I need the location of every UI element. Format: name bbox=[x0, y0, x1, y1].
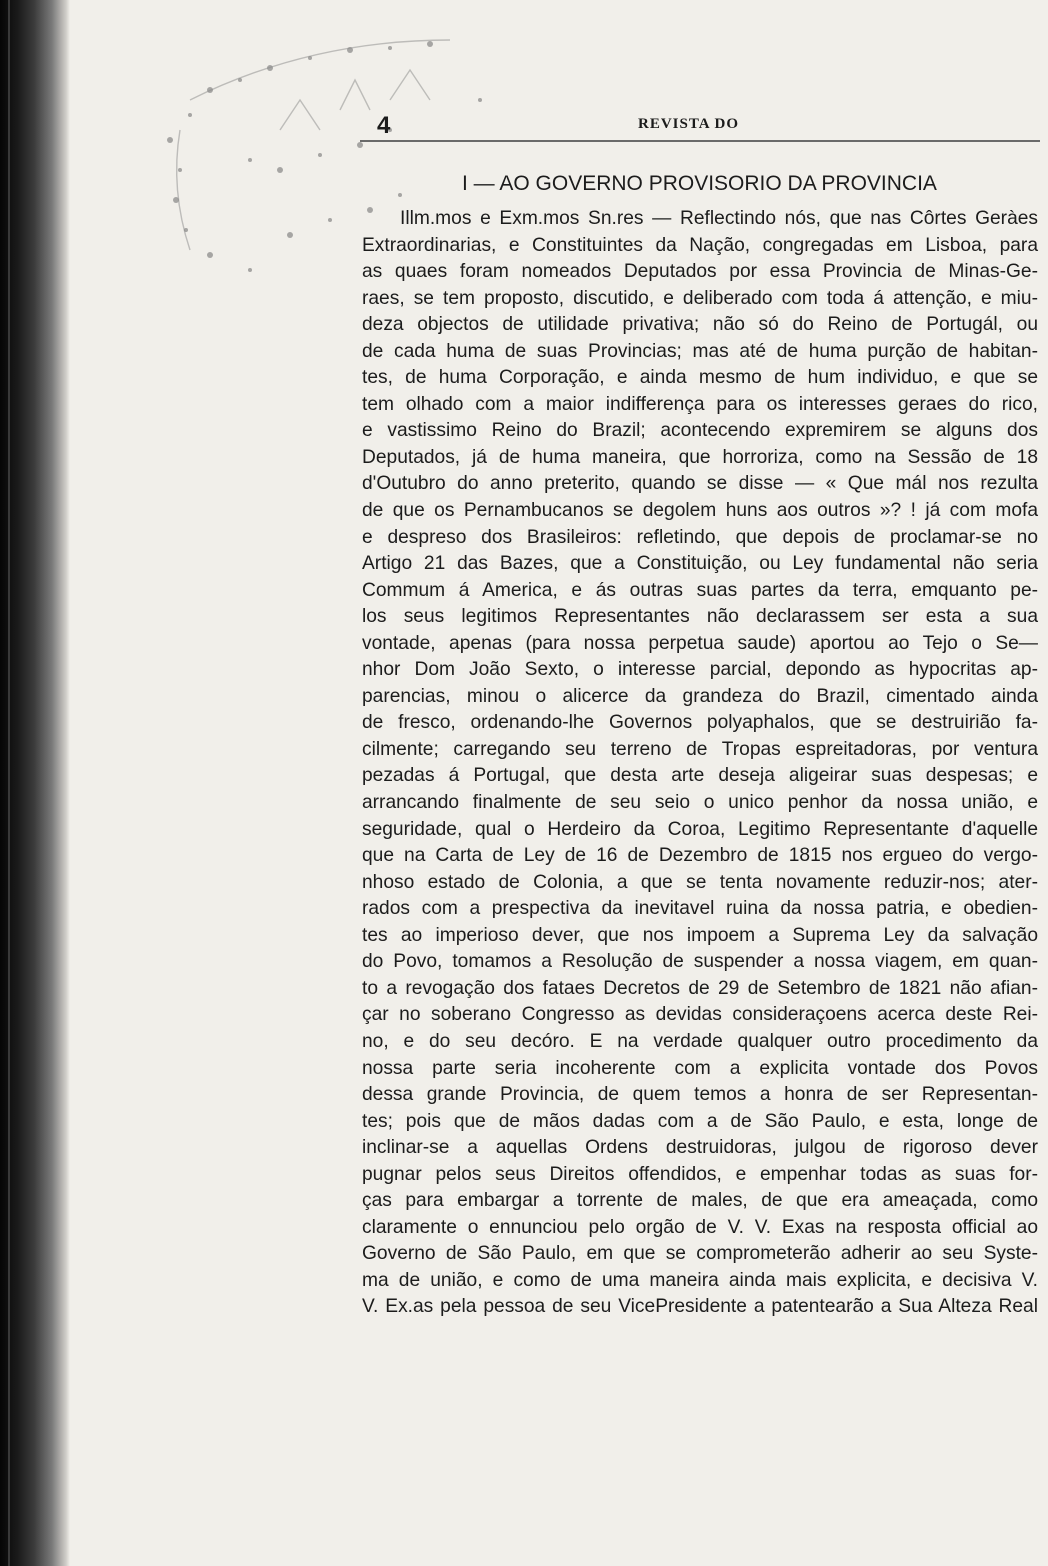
text-line: nossa parte seria incoherente com a explicita vontade dos Povos bbox=[362, 1057, 1038, 1079]
page-binding-shadow bbox=[0, 0, 70, 1566]
running-header bbox=[0, 112, 1048, 142]
text-line: inclinar-se a aquellas Ordens destruidoras, julgou de rigoroso dever bbox=[362, 1137, 1038, 1159]
section-heading: I — AO GOVERNO PROVISORIO DA PROVINCIA bbox=[462, 172, 937, 195]
text-line: rados com a prespectiva da inevitavel ruina da nossa patria, e obedien- bbox=[362, 898, 1038, 920]
text-line: tes; pois que de mãos dadas com a de São Paulo, e esta, longe de bbox=[362, 1110, 1038, 1132]
text-line: to a revogação dos fataes Decretos de 29 de Setembro de 1821 não afian- bbox=[362, 977, 1038, 999]
text-line: tes, de huma Corporação, e ainda mesmo de hum individuo, e que se bbox=[362, 367, 1038, 389]
text-line: seguridade, qual o Herdeiro da Coroa, Legitimo Representante d'aquelle bbox=[362, 818, 1038, 840]
text-line: cilmente; carregando seu terreno de Tropas espreitadoras, por ventura bbox=[362, 738, 1038, 760]
text-line: Artigo 21 das Bazes, que a Constituição, ou Ley fundamental não seria bbox=[362, 553, 1038, 575]
text-line: dessa grande Provincia, de quem temos a honra de ser Representan- bbox=[362, 1084, 1038, 1106]
text-line: de cada huma de suas Provincias; mas até de huma purção de habitan- bbox=[362, 340, 1038, 362]
page-number: 4 bbox=[377, 112, 391, 139]
text-line: claramente o ennunciou pelo orgão de V. V. Exas na resposta official ao bbox=[362, 1216, 1038, 1238]
text-line: nhor Dom João Sexto, o interesse parcial, depondo as hypocritas ap- bbox=[362, 659, 1038, 681]
text-line: pugnar pelos seus Direitos offendidos, e empenhar todas as suas for- bbox=[362, 1163, 1038, 1185]
text-line: Governo de São Paulo, em que se comprometerão adherir ao seu Syste- bbox=[362, 1243, 1038, 1265]
text-line: vontade, apenas (para nossa perpetua saude) aportou ao Tejo o Se— bbox=[362, 632, 1038, 654]
text-line: los seus legitimos Representantes não declarassem ser esta a sua bbox=[362, 606, 1038, 628]
binding-edge-line bbox=[8, 0, 10, 1566]
text-line: de fresco, ordenando-lhe Governos polyaphalos, que se destruirião fa- bbox=[362, 712, 1038, 734]
text-line: as quaes foram nomeados Deputados por essa Provincia de Minas-Ge- bbox=[362, 261, 1038, 283]
text-line: deza objectos de utilidade privativa; não só do Reino de Portugál, ou bbox=[362, 314, 1038, 336]
text-line: Commum á America, e ás outras suas partes da terra, emquanto pe- bbox=[362, 579, 1038, 601]
text-line: e despreso dos Brasileiros: refletindo, que depois de proclamar-se no bbox=[362, 526, 1038, 548]
text-line: do Povo, tomamos a Resolução de suspender a nossa viagem, em quan- bbox=[362, 951, 1038, 973]
text-line: e vastissimo Reino do Brazil; acontecendo expremirem se alguns dos bbox=[362, 420, 1038, 442]
text-line: Deputados, já de huma maneira, que horroriza, como na Sessão de 18 bbox=[362, 446, 1038, 468]
text-line: d'Outubro do anno preterito, quando se disse — « Que mál nos rezulta bbox=[362, 473, 1038, 495]
text-line: que na Carta de Ley de 16 de Dezembro de 1815 nos ergueo do vergo- bbox=[362, 845, 1038, 867]
text-line: V. Ex.as pela pessoa de seu VicePresidente a patentearão a Sua Alteza Real bbox=[362, 1296, 1038, 1318]
text-line: raes, se tem proposto, discutido, e deliberado com toda á attenção, e miu- bbox=[362, 287, 1038, 309]
text-line: ças para embargar a torrente de males, de que era ameaçada, como bbox=[362, 1190, 1038, 1212]
text-line: de que os Pernambucanos se degolem huns aos outros »? ! já com mofa bbox=[362, 500, 1038, 522]
body-paragraph bbox=[362, 206, 1038, 1321]
text-line: no, e do seu decóro. E na verdade qualquer outro procedimento da bbox=[362, 1030, 1038, 1052]
text-line: ma de união, e como de uma maneira ainda mais explicita, e decisiva V. bbox=[362, 1269, 1038, 1291]
text-line: tes ao imperioso dever, que nos impoem a Suprema Ley da salvação bbox=[362, 924, 1038, 946]
running-title: REVISTA DO bbox=[638, 116, 739, 132]
text-line: tem olhado com a maior indifferença para os interesses geraes do rico, bbox=[362, 393, 1038, 415]
text-line: parencias, minou o alicerce da grandeza do Brazil, cimentado ainda bbox=[362, 685, 1038, 707]
text-line: nhoso estado de Colonia, a que se tenta novamente reduzir-nos; ater- bbox=[362, 871, 1038, 893]
text-line: pezadas á Portugal, que desta arte deseja aligeirar suas despesas; e bbox=[362, 765, 1038, 787]
text-line: Extraordinarias, e Constituintes da Nação, congregadas em Lisboa, para bbox=[362, 234, 1038, 256]
header-rule bbox=[360, 140, 1040, 142]
text-line: Illm.mos e Exm.mos Sn.res — Reflectindo nós, que nas Côrtes Geràes bbox=[400, 208, 1038, 229]
text-line: çar no soberano Congresso as devidas consideraçoens acerca deste Rei- bbox=[362, 1004, 1038, 1026]
text-line: arrancando finalmente de seu seio o unico penhor da nossa união, e bbox=[362, 792, 1038, 814]
